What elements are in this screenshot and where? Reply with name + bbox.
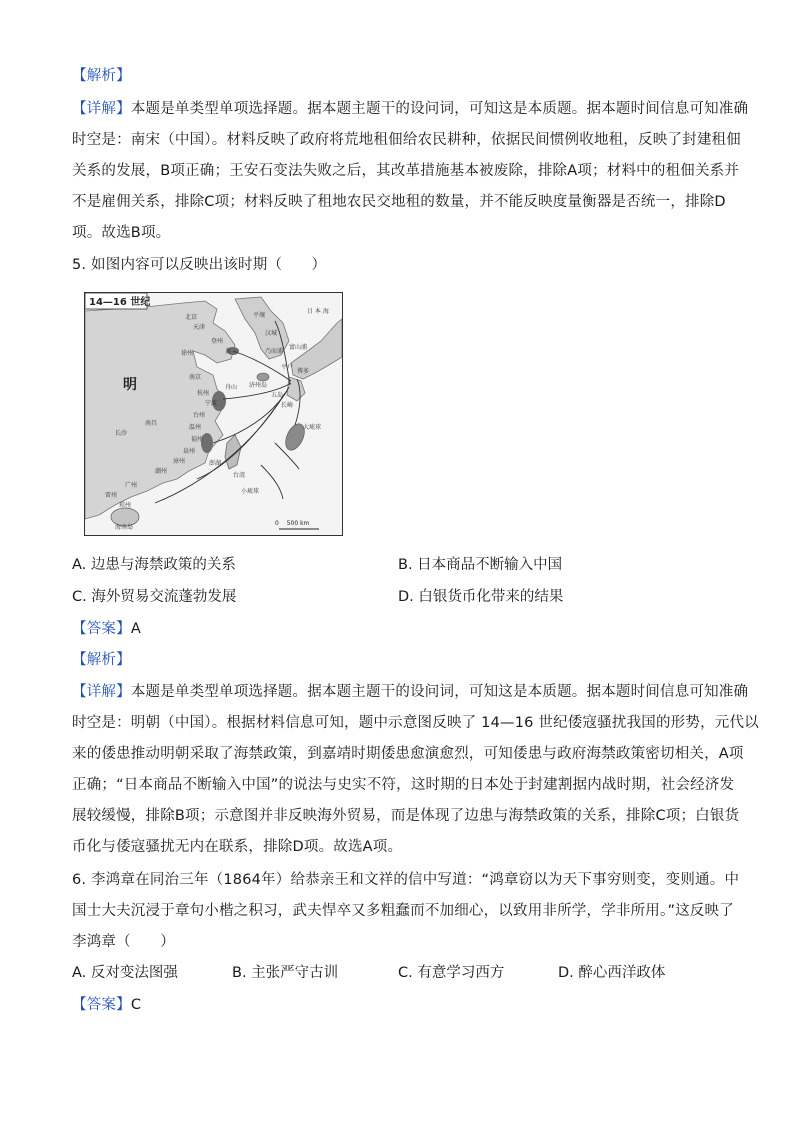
- q6-option-b: B. 主张严守古训: [232, 965, 339, 981]
- q5-detail-line-5: 展较缓慢，排除B项；示意图并非反映海外贸易，而是体现了边患与海禁政策的关系，排除C项；白银货: [72, 808, 740, 824]
- map-label-xuzhou: 徐州: [181, 350, 194, 357]
- q5-map: [84, 292, 343, 536]
- map-label-qiongzhou: 琼州: [119, 502, 132, 509]
- map-label-ming: 明: [123, 377, 137, 393]
- map-label-dengzhou: 登州: [211, 338, 224, 345]
- map-label-daliuqiu: 大琉球: [303, 424, 322, 431]
- q4-detail-line-2: 时空是：南宋（中国）。材料反映了政府将荒地租佃给农民耕种，依据民间惯例收地租，反映了封建租佃: [72, 132, 741, 148]
- map-label-naiermiao: 乃而浦: [265, 348, 284, 355]
- q4-detail-line-4: 不是雇佣关系，排除C项；材料反映了租地农民交地租的数量，并不能反映度量衡器是否统一，排除D: [72, 194, 726, 210]
- map-label-guangzhou: 广州: [125, 482, 138, 489]
- q6-stem-line-3: 李鸿章（ ）: [72, 934, 175, 950]
- q6-answer-label: 【答案】: [72, 997, 131, 1013]
- q4-detail-line-3: 关系的发展，B项正确；王安石变法失败之后，其改革措施基本被废除，排除A项；材料中的租佃关系并: [72, 163, 740, 179]
- q5-detail-line-2: 时空是：明朝（中国）。根据材料信息可知，题中示意图反映了 14—16 世纪倭寇骚扰我国的形势，元代以: [72, 715, 759, 731]
- q6-option-d: D. 醉心西洋政体: [558, 965, 666, 981]
- map-scale-label: 0 500 km: [275, 520, 310, 527]
- q5-answer: [72, 619, 141, 639]
- map-label-hainan: 海南岛: [115, 524, 134, 531]
- q4-detail-label: 【详解】: [72, 101, 131, 117]
- q6-stem-line-2: 国士大夫沉浸于章句小楷之积习，武夫悍卒又多粗蠢而不加细心，以致用非所学，学非所用。”这反映了: [72, 903, 734, 919]
- q4-detail-line-5: 项。故选B项。: [72, 225, 171, 241]
- q5-detail-label: 【详解】: [72, 684, 131, 700]
- map-label-quanzhou: 泉州: [183, 448, 196, 455]
- map-label-fuzhou: 福州: [191, 436, 204, 443]
- q6-option-c: C. 有意学习西方: [398, 965, 505, 981]
- map-label-wenzhou: 温州: [189, 424, 202, 431]
- q5-analysis-label: 【解析】: [72, 652, 131, 668]
- q6-answer: [72, 995, 141, 1015]
- q5-detail-line-6: 币化与倭寇骚扰无内在联系，排除D项。故选A项。: [72, 839, 403, 855]
- map-label-leizhou: 雷州: [105, 492, 118, 499]
- map-label-nagasaki: 长崎: [281, 402, 294, 409]
- q6-stem-line-1: 6. 李鸿章在同治三年（1864年）给恭亲王和文祥的信中写道：“鸿章窃以为天下事穷则变，变则通。中: [72, 872, 740, 888]
- map-label-xiaoliuqiu: 小琉球: [241, 488, 260, 495]
- map-label-huang: 黄: [225, 348, 232, 355]
- q6-answer-value: C: [130, 997, 142, 1013]
- map-label-tianjin: 天津: [193, 324, 206, 331]
- map-label-nanjing: 南京: [189, 374, 202, 381]
- map-label-beijing: 北京: [185, 314, 198, 321]
- map-label-pingrang: 平壤: [253, 312, 266, 319]
- q5-detail-line-1: 【详解】本题是单类型单项选择题。据本题主题干的设问词，可知这是本质题。据本题时间信息可知准确: [72, 684, 749, 700]
- map-label-chaozhou: 潮州: [155, 468, 168, 475]
- map-jeju: [257, 373, 269, 381]
- map-label-hangzhou: 杭州: [197, 390, 210, 397]
- map-label-penghu: 澎湖: [209, 460, 222, 467]
- q5-answer-value: A: [130, 621, 141, 637]
- q5-detail-line-3: 来的倭患推动明朝采取了海禁政策，到嘉靖时期倭患愈演愈烈，可知倭患与政府海禁政策密切相关，A项: [72, 746, 744, 762]
- q5-option-c: C. 海外贸易交流蓬勃发展: [72, 589, 237, 605]
- map-label-ningbo: 宁波: [205, 400, 218, 407]
- q5-stem: 5. 如图内容可以反映出该时期（ ）: [72, 257, 327, 273]
- q5-option-b: B. 日本商品不断输入中国: [398, 557, 563, 573]
- map-label-jizhou: 济州岛: [249, 382, 268, 389]
- q5-answer-label: 【答案】: [72, 621, 131, 637]
- q5-option-a: A. 边患与海禁政策的关系: [72, 557, 236, 573]
- map-label-ping: 平户: [281, 364, 294, 371]
- map-label-wuwan: 五岛: [271, 392, 284, 399]
- map-label-taiwan: 台湾: [233, 472, 246, 479]
- map-label-boduo: 博多: [297, 368, 310, 375]
- map-label-fushan: 富山浦: [289, 344, 308, 351]
- map-label-changsha: 长沙: [115, 430, 128, 437]
- q4-analysis-label: 【解析】: [72, 68, 131, 84]
- map-label-zhangzhou: 漳州: [173, 458, 186, 465]
- map-title: 14—16 世纪: [89, 297, 151, 308]
- map-label-ribenhai: 日 本 海: [307, 308, 329, 315]
- map-label-zhoushan: 舟山: [225, 384, 238, 391]
- map-label-hanzhou: 汉城: [265, 330, 278, 337]
- q4-detail-line-1: 【详解】本题是单类型单项选择题。据本题主题干的设问词，可知这是本质题。据本题时间信息可知准确: [72, 101, 749, 117]
- q5-detail-line-4: 正确；“日本商品不断输入中国”的说法与史实不符，这时期的日本处于封建割据内战时期，社会经济发: [72, 777, 735, 793]
- q6-option-a: A. 反对变法图强: [72, 965, 178, 981]
- q5-option-d: D. 白银货币化带来的结果: [398, 589, 564, 605]
- map-label-nanchang: 南昌: [145, 420, 158, 427]
- map-label-taizhou: 台州: [193, 412, 206, 419]
